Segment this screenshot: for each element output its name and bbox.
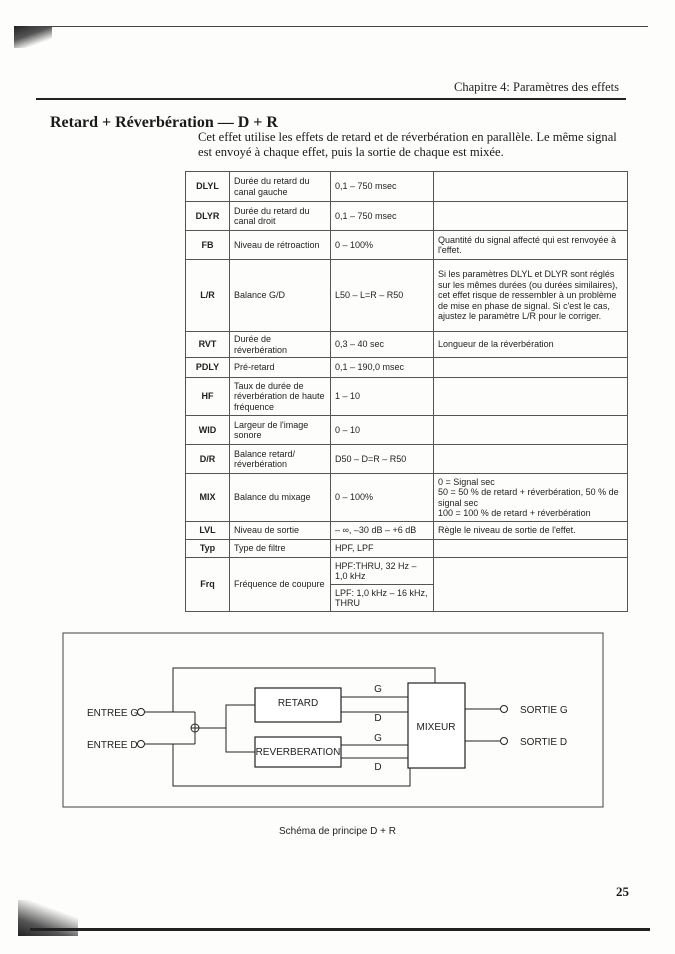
param-note: Longueur de la réverbération — [434, 332, 628, 358]
param-range: 0 – 100% — [331, 474, 434, 522]
param-desc: Balance G/D — [230, 260, 331, 332]
reverb-d-label: D — [374, 762, 382, 773]
param-code: Typ — [186, 540, 230, 558]
param-desc: Pré-retard — [230, 358, 331, 378]
param-code: PDLY — [186, 358, 230, 378]
param-desc: Durée du retard du canal gauche — [230, 172, 331, 202]
param-range: – ∞, –30 dB – +6 dB — [331, 522, 434, 540]
output-left-label: SORTIE G — [520, 705, 568, 716]
param-range: 0,3 – 40 sec — [331, 332, 434, 358]
param-desc: Fréquence de coupure — [230, 558, 331, 612]
param-desc: Durée du retard du canal droit — [230, 202, 331, 231]
param-range: HPF:THRU, 32 Hz – 1,0 kHz — [331, 558, 434, 585]
param-range: LPF: 1,0 kHz – 16 kHz, THRU — [331, 585, 434, 612]
param-desc: Taux de durée de réverbération de haute fréquence — [230, 378, 331, 416]
param-desc: Niveau de sortie — [230, 522, 331, 540]
param-code: MIX — [186, 474, 230, 522]
param-range: D50 – D=R – R50 — [331, 445, 434, 474]
param-note: Quantité du signal affecté qui est renvoyée à l'effet. — [434, 231, 628, 260]
param-range: 0,1 – 190,0 msec — [331, 358, 434, 378]
param-range: L50 – L=R – R50 — [331, 260, 434, 332]
param-note: Règle le niveau de sortie de l'effet. — [434, 522, 628, 540]
param-range: HPF, LPF — [331, 540, 434, 558]
param-code: Frq — [186, 558, 230, 612]
param-code: DLYL — [186, 172, 230, 202]
delay-d-label: D — [374, 713, 382, 724]
param-desc: Niveau de rétroaction — [230, 231, 331, 260]
param-range: 0,1 – 750 msec — [331, 202, 434, 231]
page-number: 25 — [616, 884, 629, 899]
delay-label: RETARD — [277, 698, 319, 709]
param-range: 0,1 – 750 msec — [331, 172, 434, 202]
diagram-caption: Schéma de principe D + R — [278, 826, 396, 837]
param-code: L/R — [186, 260, 230, 332]
section-title: Retard + Réverbération — D + R — [50, 114, 278, 131]
param-code: LVL — [186, 522, 230, 540]
param-code: DLYR — [186, 202, 230, 231]
section-intro: Cet effet utilise les effets de retard et de réverbération en parallèle. Le même signal est envoyé à chaque effet, puis la sortie de chaque est mixée. — [198, 130, 617, 159]
param-desc: Type de filtre — [230, 540, 331, 558]
param-code: RVT — [186, 332, 230, 358]
param-note: Si les paramètres DLYL et DLYR sont réglés sur les mêmes durées (ou durées similaires), cet effet risque de ressembler à un problème de mise en phase de signal. Si c'est le cas, ajustez le paramètre L/R pour le corriger. — [434, 260, 628, 332]
param-desc: Largeur de l'image sonore — [230, 416, 331, 445]
param-range: 0 – 10 — [331, 416, 434, 445]
param-range: 1 – 10 — [331, 378, 434, 416]
mixer-label: MIXEUR — [416, 722, 456, 733]
param-code: FB — [186, 231, 230, 260]
input-left-label: ENTREE G — [87, 708, 139, 719]
reverb-label: REVERBERATION — [255, 747, 341, 758]
param-code: WID — [186, 416, 230, 445]
param-desc: Balance retard/ réverbération — [230, 445, 331, 474]
mix-note-line: 50 = 50 % de retard + réverbération, 50 % de signal sec — [438, 487, 619, 508]
param-desc: Durée de réverbération — [230, 332, 331, 358]
mix-note-line: 100 = 100 % de retard + réverbération — [438, 508, 591, 518]
param-code: D/R — [186, 445, 230, 474]
param-code: HF — [186, 378, 230, 416]
delay-g-label: G — [374, 684, 382, 695]
param-range: 0 – 100% — [331, 231, 434, 260]
chapter-header: Chapitre 4: Paramètres des effets — [454, 80, 619, 94]
output-right-label: SORTIE D — [520, 737, 568, 748]
param-desc: Balance du mixage — [230, 474, 331, 522]
bottom-rule — [30, 928, 650, 931]
mix-note-line: 0 = Signal sec — [438, 476, 495, 487]
reverb-g-label: G — [374, 733, 382, 744]
input-right-label: ENTREE D — [87, 740, 138, 751]
